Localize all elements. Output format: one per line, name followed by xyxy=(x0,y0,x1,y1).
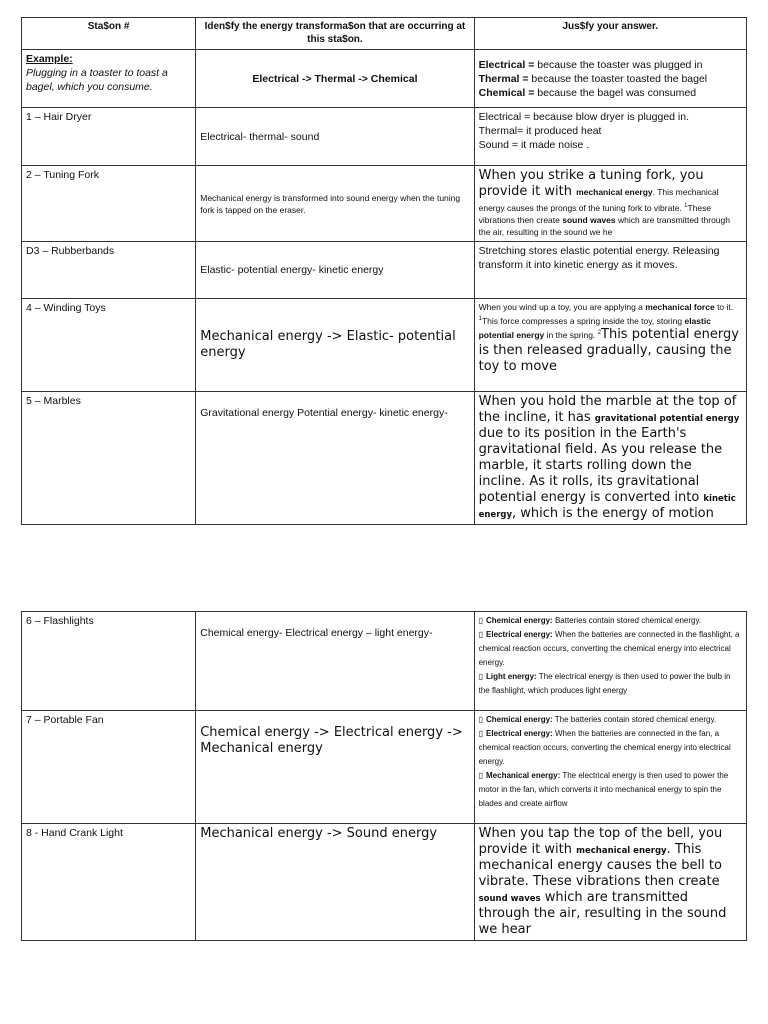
station-label: 1 – Hair Dryer xyxy=(22,108,196,166)
justify-line: Sound = it made noise . xyxy=(478,139,590,151)
example-station-cell xyxy=(22,50,196,108)
row-flashlights xyxy=(22,612,747,711)
example-label: Example: xyxy=(26,53,73,65)
row-rubberbands xyxy=(22,242,747,299)
bullet-icon: ▯ xyxy=(478,715,484,724)
transform-cell: Electrical- thermal- sound xyxy=(196,108,474,166)
station-label: 7 – Portable Fan xyxy=(22,711,196,824)
example-j3-label: Chemical = xyxy=(478,86,535,99)
example-j3-text: because the bagel was consumed xyxy=(534,86,697,99)
row-winding-toys xyxy=(22,299,747,392)
station-label: 2 – Tuning Fork xyxy=(22,166,196,242)
header-station: Sta$on # xyxy=(22,18,196,50)
justify-cell: When you tap the top of the bell, you provide it with mechanical energy. This mechanical energy causes the bell to vibrate. These vibrations then create sound waves which are transmitted through the air, resulting in the sound we hear xyxy=(474,824,746,941)
example-j1-text: because the toaster was plugged in xyxy=(534,58,703,71)
example-j2-label: Thermal = xyxy=(478,72,529,85)
row-tuning-fork xyxy=(22,166,747,242)
transform-cell: Chemical energy- Electrical energy – light energy- xyxy=(196,612,474,711)
station-label: 4 – Winding Toys xyxy=(22,299,196,392)
transform-cell: Chemical energy -> Electrical energy -> Mechanical energy xyxy=(196,711,474,824)
header-justify: Jus$fy your answer. xyxy=(474,18,746,50)
example-justify-cell xyxy=(474,50,746,108)
bullet-icon: ▯ xyxy=(478,729,484,738)
transform-cell: Mechanical energy -> Sound energy xyxy=(196,824,474,941)
bullet-icon: ▯ xyxy=(478,616,484,625)
justify-cell: When you strike a tuning fork, you provide it with mechanical energy. This mechanical energy causes the prongs of the tuning fork to vibrate. $^1$These vibrations then create sound waves which are transmitted through the air, resulting in the sound we he xyxy=(474,166,746,242)
energy-stations-table-1 xyxy=(21,17,747,525)
example-description: Plugging in a toaster to toast a bagel, which you consume. xyxy=(26,67,168,93)
transform-cell: Elastic- potential energy- kinetic energy xyxy=(196,242,474,299)
justify-cell: When you wind up a toy, you are applying a mechanical force to it. $^1$This force compresses a spring inside the toy, storing elastic potential energy in the spring. $^2$This potential energy is then released gradually, causing the toy to move xyxy=(474,299,746,392)
example-transform: Electrical -> Thermal -> Chemical xyxy=(252,72,418,85)
bullet-icon: ▯ xyxy=(478,672,484,681)
example-j2-text: because the toaster toasted the bagel xyxy=(528,72,708,85)
justify-cell: ▯ Chemical energy: The batteries contain stored chemical energy. ▯ Electrical energy: When the batteries are connected in the fan, a chemical reaction occurs, converting the chemical energy into electrical energy. ▯ Mechanical energy: The electrical energy is then used to power the motor in the fan, which converts it into mechanical energy to spin the blades and create airflow xyxy=(474,711,746,824)
justify-cell xyxy=(474,108,746,166)
justify-line: Thermal= it produced heat xyxy=(478,125,602,137)
station-label: 6 – Flashlights xyxy=(22,612,196,711)
justify-cell: When you hold the marble at the top of the incline, it has gravitational potential energy due to its position in the Earth's gravitational field. As you release the marble, it starts rolling down the incline. As it rolls, its gravitational potential energy is converted into kinetic energy, which is the energy of motion xyxy=(474,392,746,525)
station-label: 8 - Hand Crank Light xyxy=(22,824,196,941)
header-identify: Iden$fy the energy transforma$on that are occurring at this sta$on. xyxy=(196,18,474,50)
station-label: D3 – Rubberbands xyxy=(22,242,196,299)
justify-cell: ▯ Chemical energy: Batteries contain stored chemical energy. ▯ Electrical energy: When the batteries are connected in the flashlight, a chemical reaction occurs, converting the chemical energy into electrical energy. ▯ Light energy: The electrical energy is then used to power the bulb in the flashlight, which produces light energy xyxy=(474,612,746,711)
row-portable-fan xyxy=(22,711,747,824)
bullet-icon: ▯ xyxy=(478,771,484,780)
example-j1-label: Electrical = xyxy=(478,58,535,71)
header-row xyxy=(22,18,747,50)
example-transform-cell xyxy=(196,50,474,108)
transform-cell: Mechanical energy is transformed into sound energy when the tuning fork is tapped on the eraser. xyxy=(196,166,474,242)
row-hair-dryer xyxy=(22,108,747,166)
justify-cell: Stretching stores elastic potential energy. Releasing transform it into kinetic energy as it moves. xyxy=(474,242,746,299)
station-label: 5 – Marbles xyxy=(22,392,196,525)
justify-line: Electrical = because blow dryer is plugged in. xyxy=(478,111,690,123)
transform-cell: Mechanical energy -> Elastic- potential energy xyxy=(196,299,474,392)
row-hand-crank-light xyxy=(22,824,747,941)
row-marbles xyxy=(22,392,747,525)
bullet-icon: ▯ xyxy=(478,630,484,639)
transform-cell: Gravitational energy Potential energy- kinetic energy- xyxy=(196,392,474,525)
energy-stations-table-2 xyxy=(21,611,747,941)
example-row xyxy=(22,50,747,108)
